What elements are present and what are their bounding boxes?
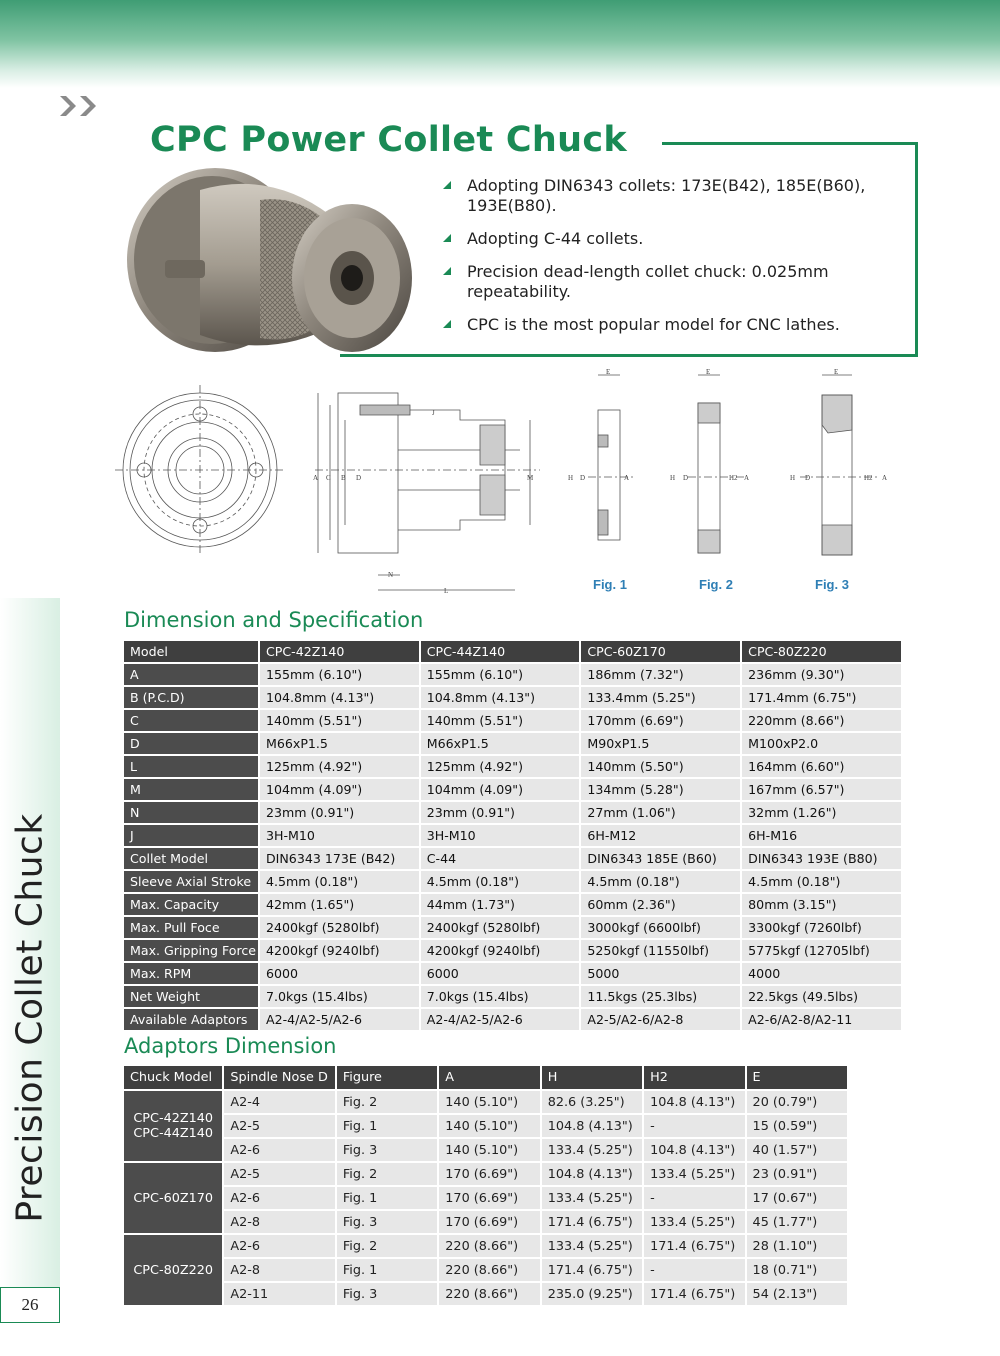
- adaptors-cell: 54 (2.13"): [747, 1283, 847, 1305]
- spec-row-label: N: [124, 802, 258, 823]
- spec-cell: 80mm (3.15"): [742, 894, 901, 915]
- spec-cell: 4.5mm (0.18"): [421, 871, 580, 892]
- dim-label: N: [388, 571, 394, 579]
- adaptors-cell: A2-4: [224, 1091, 334, 1113]
- dim-label: E: [706, 368, 711, 376]
- table-row: [124, 1211, 847, 1233]
- spec-cell: 5775kgf (12705lbf): [742, 940, 901, 961]
- spec-cell: 186mm (7.32"): [581, 664, 740, 685]
- dim-label: A: [313, 474, 319, 482]
- adaptors-cell: -: [644, 1115, 744, 1137]
- spec-cell: 133.4mm (5.25"): [581, 687, 740, 708]
- dim-label: C: [326, 474, 331, 482]
- table-row: [124, 825, 901, 846]
- dim-label: L: [444, 587, 449, 595]
- table-row: [124, 1115, 847, 1137]
- feature-item: Adopting DIN6343 collets: 173E(B42), 185E(B60), 193E(B80).: [440, 176, 900, 216]
- adaptors-cell: 104.8 (4.13"): [542, 1163, 642, 1185]
- triangle-bullet-icon: [443, 320, 451, 328]
- adaptors-table: [122, 1064, 849, 1307]
- dim-label: A: [744, 474, 750, 482]
- title-frame-bottom: [340, 354, 918, 357]
- spec-cell: C-44: [421, 848, 580, 869]
- spec-table: [122, 639, 903, 1032]
- spec-row-label: M: [124, 779, 258, 800]
- spec-cell: A2-6/A2-8/A2-11: [742, 1009, 901, 1030]
- adaptors-cell: 15 (0.59"): [747, 1115, 847, 1137]
- spec-header-cell: CPC-44Z140: [421, 641, 580, 662]
- adaptors-header-cell: H2: [644, 1066, 744, 1089]
- spec-cell: 155mm (6.10"): [421, 664, 580, 685]
- table-row: [124, 802, 901, 823]
- table-row: [124, 940, 901, 961]
- spec-row-label: Max. Capacity: [124, 894, 258, 915]
- adaptors-cell: 220 (8.66"): [439, 1283, 539, 1305]
- spec-cell: 155mm (6.10"): [260, 664, 419, 685]
- spec-cell: 23mm (0.91"): [421, 802, 580, 823]
- page-number: 26: [0, 1287, 60, 1323]
- spec-cell: DIN6343 193E (B80): [742, 848, 901, 869]
- adaptors-cell: Fig. 3: [337, 1139, 437, 1161]
- spec-cell: M66xP1.5: [260, 733, 419, 754]
- dim-label: H: [568, 474, 574, 482]
- spec-cell: DIN6343 173E (B42): [260, 848, 419, 869]
- spec-header-cell: CPC-60Z170: [581, 641, 740, 662]
- spec-cell: 125mm (4.92"): [260, 756, 419, 777]
- spec-cell: 3000kgf (6600lbf): [581, 917, 740, 938]
- dim-label: E: [606, 368, 611, 376]
- table-row: [124, 710, 901, 731]
- dim-label: H2: [864, 474, 873, 482]
- adaptors-header-cell: Chuck Model: [124, 1066, 222, 1089]
- adaptors-cell: Fig. 2: [337, 1235, 437, 1257]
- spec-cell: 3H-M10: [421, 825, 580, 846]
- chuck-model-cell: CPC-80Z220: [124, 1235, 222, 1305]
- table-row: [124, 1009, 901, 1030]
- spec-header-row: [124, 641, 901, 662]
- spec-cell: 4.5mm (0.18"): [260, 871, 419, 892]
- adaptors-cell: 104.8 (4.13"): [644, 1139, 744, 1161]
- adaptors-cell: Fig. 1: [337, 1259, 437, 1281]
- adaptors-cell: 133.4 (5.25"): [542, 1187, 642, 1209]
- spec-row-label: J: [124, 825, 258, 846]
- triangle-bullet-icon: [443, 267, 451, 275]
- adaptors-cell: A2-11: [224, 1283, 334, 1305]
- table-row: [124, 1187, 847, 1209]
- adaptors-cell: Fig. 2: [337, 1091, 437, 1113]
- adaptors-cell: 220 (8.66"): [439, 1235, 539, 1257]
- spec-cell: 4.5mm (0.18"): [742, 871, 901, 892]
- technical-drawings: [110, 365, 900, 600]
- table-row: [124, 917, 901, 938]
- page-title: CPC Power Collet Chuck: [150, 120, 627, 160]
- spec-header-cell: CPC-80Z220: [742, 641, 901, 662]
- spec-row-label: C: [124, 710, 258, 731]
- adaptors-cell: 104.8 (4.13"): [644, 1091, 744, 1113]
- spec-cell: 4.5mm (0.18"): [581, 871, 740, 892]
- spec-row-label: Collet Model: [124, 848, 258, 869]
- adaptors-cell: 133.4 (5.25"): [542, 1235, 642, 1257]
- spec-cell: M66xP1.5: [421, 733, 580, 754]
- table-row: [124, 756, 901, 777]
- adaptors-cell: 28 (1.10"): [747, 1235, 847, 1257]
- table-row: [124, 1283, 847, 1305]
- adaptors-cell: 40 (1.57"): [747, 1139, 847, 1161]
- dim-label: H2: [729, 474, 738, 482]
- spec-row-label: B (P.C.D): [124, 687, 258, 708]
- spec-cell: 236mm (9.30"): [742, 664, 901, 685]
- side-title: Precision Collet Chuck: [9, 813, 51, 1223]
- feature-item: CPC is the most popular model for CNC lathes.: [440, 315, 900, 335]
- spec-row-label: D: [124, 733, 258, 754]
- triangle-bullet-icon: [443, 234, 451, 242]
- spec-cell: 6H-M16: [742, 825, 901, 846]
- adaptors-header-cell: Spindle Nose D: [224, 1066, 334, 1089]
- adaptors-cell: 170 (6.69"): [439, 1163, 539, 1185]
- table-row: [124, 687, 901, 708]
- spec-cell: 104.8mm (4.13"): [260, 687, 419, 708]
- spec-cell: 3H-M10: [260, 825, 419, 846]
- spec-row-label: Net Weight: [124, 986, 258, 1007]
- fig-3-label: Fig. 3: [815, 577, 849, 592]
- adaptors-cell: Fig. 3: [337, 1283, 437, 1305]
- spec-cell: 6000: [260, 963, 419, 984]
- adaptors-cell: Fig. 2: [337, 1163, 437, 1185]
- spec-cell: 164mm (6.60"): [742, 756, 901, 777]
- spec-cell: 220mm (8.66"): [742, 710, 901, 731]
- spec-cell: 2400kgf (5280lbf): [421, 917, 580, 938]
- spec-cell: 44mm (1.73"): [421, 894, 580, 915]
- product-photo: [120, 160, 420, 360]
- adaptors-cell: 170 (6.69"): [439, 1187, 539, 1209]
- adaptors-cell: 140 (5.10"): [439, 1091, 539, 1113]
- adaptors-header-cell: A: [439, 1066, 539, 1089]
- adaptors-cell: 23 (0.91"): [747, 1163, 847, 1185]
- dim-label: D: [805, 474, 811, 482]
- spec-cell: 6000: [421, 963, 580, 984]
- spec-cell: 140mm (5.50"): [581, 756, 740, 777]
- spec-cell: A2-5/A2-6/A2-8: [581, 1009, 740, 1030]
- adaptors-cell: A2-8: [224, 1259, 334, 1281]
- dim-label: A: [624, 474, 630, 482]
- spec-cell: 27mm (1.06"): [581, 802, 740, 823]
- dim-label: D: [580, 474, 586, 482]
- table-row: [124, 1235, 847, 1257]
- dim-label: J: [432, 409, 435, 417]
- adaptors-cell: 20 (0.79"): [747, 1091, 847, 1113]
- spec-cell: 140mm (5.51"): [421, 710, 580, 731]
- spec-cell: 167mm (6.57"): [742, 779, 901, 800]
- adaptors-cell: A2-5: [224, 1163, 334, 1185]
- title-frame-top: [662, 142, 918, 145]
- adaptors-cell: 171.4 (6.75"): [644, 1235, 744, 1257]
- spec-cell: 140mm (5.51"): [260, 710, 419, 731]
- adaptors-header-cell: Figure: [337, 1066, 437, 1089]
- table-row: [124, 664, 901, 685]
- double-chevron-icon: [58, 94, 108, 118]
- adaptors-cell: A2-8: [224, 1211, 334, 1233]
- spec-cell: 32mm (1.26"): [742, 802, 901, 823]
- fig-2-label: Fig. 2: [699, 577, 733, 592]
- adaptors-cell: 18 (0.71"): [747, 1259, 847, 1281]
- table-row: [124, 894, 901, 915]
- spec-cell: 170mm (6.69"): [581, 710, 740, 731]
- spec-cell: 23mm (0.91"): [260, 802, 419, 823]
- spec-cell: 7.0kgs (15.4lbs): [421, 986, 580, 1007]
- spec-cell: 5000: [581, 963, 740, 984]
- table-row: [124, 848, 901, 869]
- adaptors-cell: 17 (0.67"): [747, 1187, 847, 1209]
- spec-row-label: Max. Pull Foce: [124, 917, 258, 938]
- spec-row-label: Available Adaptors: [124, 1009, 258, 1030]
- spec-cell: A2-4/A2-5/A2-6: [421, 1009, 580, 1030]
- spec-cell: 11.5kgs (25.3lbs): [581, 986, 740, 1007]
- table-row: [124, 1139, 847, 1161]
- spec-header-cell: CPC-42Z140: [260, 641, 419, 662]
- dim-label: D: [683, 474, 689, 482]
- adaptors-cell: A2-5: [224, 1115, 334, 1137]
- feature-item: Precision dead-length collet chuck: 0.025mm repeatability.: [440, 262, 900, 302]
- table-row: [124, 1163, 847, 1185]
- header-band: [0, 0, 1000, 88]
- adaptors-cell: A2-6: [224, 1139, 334, 1161]
- adaptors-cell: A2-6: [224, 1187, 334, 1209]
- adaptors-cell: 220 (8.66"): [439, 1259, 539, 1281]
- table-row: [124, 1091, 847, 1113]
- spec-row-label: A: [124, 664, 258, 685]
- dim-label: D: [356, 474, 362, 482]
- adaptors-cell: 104.8 (4.13"): [542, 1115, 642, 1137]
- table-row: [124, 963, 901, 984]
- dim-label: H: [790, 474, 796, 482]
- spec-cell: 4200kgf (9240lbf): [421, 940, 580, 961]
- spec-cell: 5250kgf (11550lbf): [581, 940, 740, 961]
- spec-cell: 7.0kgs (15.4lbs): [260, 986, 419, 1007]
- spec-cell: 42mm (1.65"): [260, 894, 419, 915]
- spec-section-title: Dimension and Specification: [124, 608, 424, 632]
- table-row: [124, 733, 901, 754]
- spec-cell: 134mm (5.28"): [581, 779, 740, 800]
- adaptors-cell: 140 (5.10"): [439, 1115, 539, 1137]
- dim-label: E: [834, 368, 839, 376]
- table-row: [124, 871, 901, 892]
- spec-cell: 104mm (4.09"): [260, 779, 419, 800]
- spec-cell: 6H-M12: [581, 825, 740, 846]
- adaptors-cell: 171.4 (6.75"): [542, 1259, 642, 1281]
- spec-cell: 4200kgf (9240lbf): [260, 940, 419, 961]
- spec-cell: 4000: [742, 963, 901, 984]
- feature-item: Adopting C-44 collets.: [440, 229, 900, 249]
- spec-cell: 171.4mm (6.75"): [742, 687, 901, 708]
- chuck-model-cell: CPC-42Z140 CPC-44Z140: [124, 1091, 222, 1161]
- spec-row-label: Max. Gripping Force: [124, 940, 258, 961]
- spec-row-label: Sleeve Axial Stroke: [124, 871, 258, 892]
- dim-label: H: [670, 474, 676, 482]
- spec-cell: DIN6343 185E (B60): [581, 848, 740, 869]
- adaptors-cell: 171.4 (6.75"): [542, 1211, 642, 1233]
- feature-list: [440, 176, 900, 348]
- spec-row-label: L: [124, 756, 258, 777]
- adaptors-cell: Fig. 1: [337, 1187, 437, 1209]
- dim-label: A: [882, 474, 888, 482]
- spec-cell: M100xP2.0: [742, 733, 901, 754]
- spec-cell: 104mm (4.09"): [421, 779, 580, 800]
- adaptors-cell: Fig. 3: [337, 1211, 437, 1233]
- spec-cell: M90xP1.5: [581, 733, 740, 754]
- adaptors-cell: 45 (1.77"): [747, 1211, 847, 1233]
- adaptors-cell: Fig. 1: [337, 1115, 437, 1137]
- dim-label: M: [527, 474, 534, 482]
- adaptors-cell: 133.4 (5.25"): [644, 1211, 744, 1233]
- adaptors-cell: 235.0 (9.25"): [542, 1283, 642, 1305]
- adaptors-cell: 82.6 (3.25"): [542, 1091, 642, 1113]
- spec-header-cell: Model: [124, 641, 258, 662]
- spec-cell: 2400kgf (5280lbf): [260, 917, 419, 938]
- spec-cell: A2-4/A2-5/A2-6: [260, 1009, 419, 1030]
- spec-row-label: Max. RPM: [124, 963, 258, 984]
- title-frame-right: [915, 142, 918, 357]
- chuck-model-cell: CPC-60Z170: [124, 1163, 222, 1233]
- spec-cell: 104.8mm (4.13"): [421, 687, 580, 708]
- adaptors-cell: 170 (6.69"): [439, 1211, 539, 1233]
- adaptors-cell: 140 (5.10"): [439, 1139, 539, 1161]
- spec-cell: 22.5kgs (49.5lbs): [742, 986, 901, 1007]
- adaptors-cell: -: [644, 1187, 744, 1209]
- adaptors-header-row: [124, 1066, 847, 1089]
- adaptors-cell: 171.4 (6.75"): [644, 1283, 744, 1305]
- dim-label: B: [341, 474, 346, 482]
- table-row: [124, 986, 901, 1007]
- adaptors-header-cell: H: [542, 1066, 642, 1089]
- table-row: [124, 779, 901, 800]
- fig-1-label: Fig. 1: [593, 577, 627, 592]
- spec-cell: 3300kgf (7260lbf): [742, 917, 901, 938]
- table-row: [124, 1259, 847, 1281]
- adaptors-cell: 133.4 (5.25"): [542, 1139, 642, 1161]
- adaptors-header-cell: E: [747, 1066, 847, 1089]
- adaptors-cell: 133.4 (5.25"): [644, 1163, 744, 1185]
- adaptors-cell: A2-6: [224, 1235, 334, 1257]
- adaptors-cell: -: [644, 1259, 744, 1281]
- adaptors-section-title: Adaptors Dimension: [124, 1034, 337, 1058]
- spec-cell: 125mm (4.92"): [421, 756, 580, 777]
- triangle-bullet-icon: [443, 181, 451, 189]
- spec-cell: 60mm (2.36"): [581, 894, 740, 915]
